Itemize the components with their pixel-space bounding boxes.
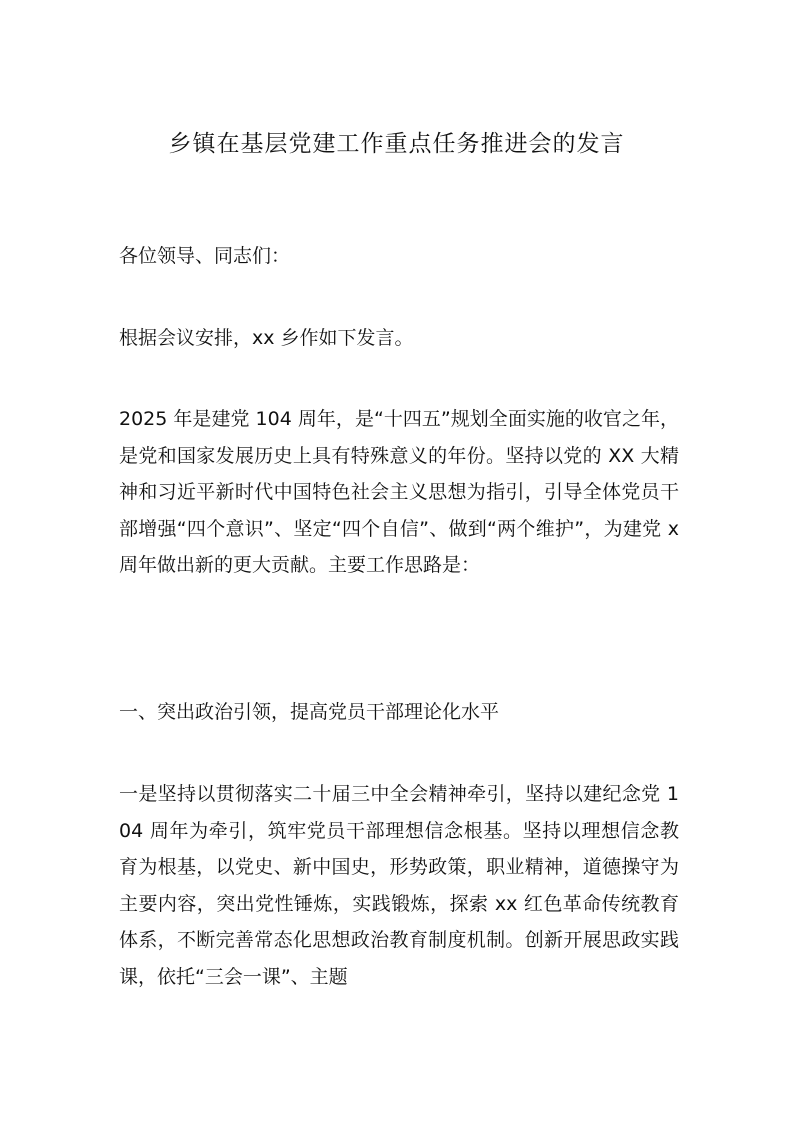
intro-paragraph: 根据会议安排，xx 乡作如下发言。 xyxy=(119,327,414,349)
greeting-paragraph: 各位领导、同志们： xyxy=(119,245,291,267)
overview-paragraph: 2025 年是建党 104 周年，是“十四五”规划全面实施的收官之年，是党和国家发展历史上具有特殊意义的年份。坚持以党的 XX 大精神和习近平新时代中国特色社会主义思想为指引，引导全体党员干部增强“四个意识”、坚定“四个自信”、做到“两个维护”，为建党 x 周年做出新的更大贡献。主要工作思路是： xyxy=(119,408,679,576)
document-title: 乡镇在基层党建工作重点任务推进会的发言 xyxy=(168,131,625,157)
section-heading-1: 一、突出政治引领，提高党员干部理论化水平 xyxy=(119,701,500,723)
section-1-body-paragraph: 一是坚持以贯彻落实二十届三中全会精神牵引，坚持以建纪念党 104 周年为牵引，筑牢党员干部理想信念根基。坚持以理想信念教育为根基，以党史、新中国史，形势政策，职业精神，道德操守为主要内容，突出党性锤炼，实践锻炼，探索 xx 红色革命传统教育体系，不断完善常态化思想政治教育制度机制。创新开展思政实践课，依托“三会一课”、主题 xyxy=(119,783,679,988)
